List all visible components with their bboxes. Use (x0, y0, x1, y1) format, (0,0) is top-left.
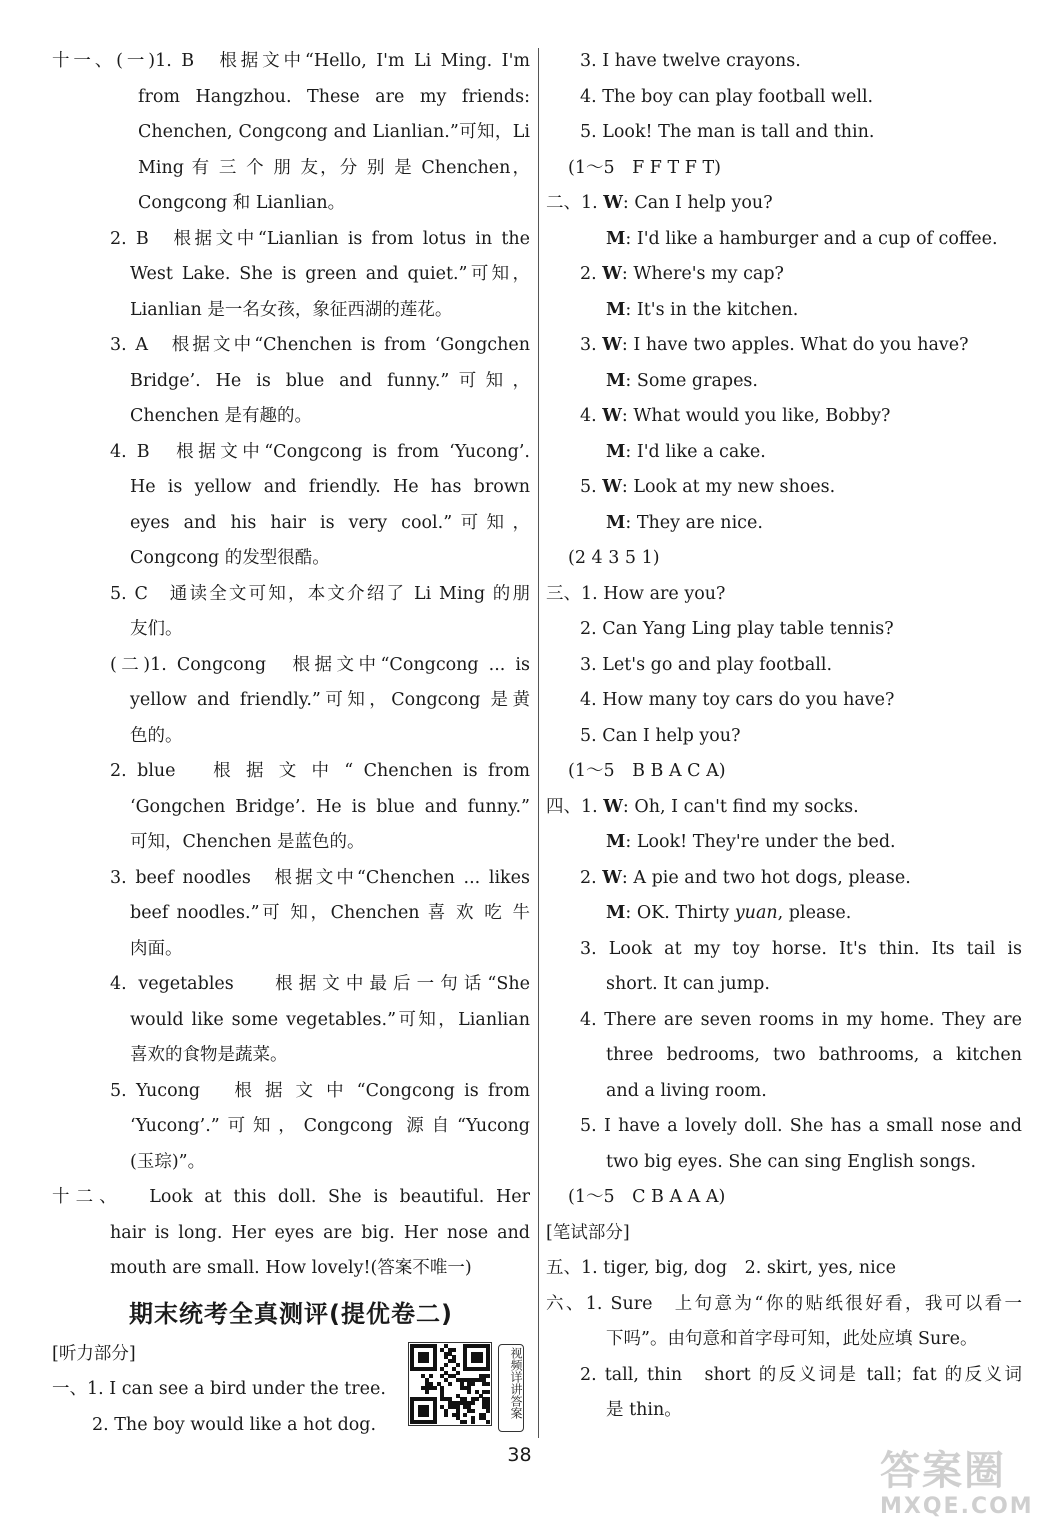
qr-module (433, 1386, 437, 1390)
qr-module (425, 1359, 429, 1363)
qr-module (475, 1397, 479, 1401)
right-line: (1～5 B B A C A) (568, 761, 726, 781)
left-line: 5. Yucong 根 据 文 中 “Congcong is from (110, 1080, 530, 1101)
qr-module (471, 1420, 475, 1424)
right-line: 5. Can I help you? (580, 725, 741, 746)
left_bottom-line: 一、1. I can see a bird under the tree. (52, 1379, 386, 1399)
right-line: M: They are nice. (606, 512, 763, 533)
left-line: (二)1. Congcong 根据文中“Congcong ... is (110, 654, 530, 675)
right-line: M: Look! They're under the bed. (606, 832, 896, 852)
left-line: 肉面。 (130, 938, 183, 959)
watermark-url: MXQE.COM (880, 1494, 1034, 1519)
qr-module (471, 1382, 475, 1386)
right-line: 2. tall, thin short 的反义词是 tall；fat 的反义词 (580, 1364, 1022, 1385)
right-line: M: OK. Thirty yuan, please. (606, 903, 852, 923)
right-line: 二、1. W: Can I help you? (546, 193, 773, 213)
right-line: M: I'd like a hamburger and a cup of coffee. (606, 228, 998, 249)
left_bottom-line: 2. The boy would like a hot dog. (92, 1414, 377, 1435)
qr-module (486, 1374, 490, 1378)
qr-module (471, 1401, 475, 1405)
left-line: 色的。 (130, 725, 183, 746)
left-line: yellow and friendly.”可知，Congcong 是黄 (130, 690, 530, 710)
left-line: 3. A 根据文中“Chenchen is from ‘Gongchen (110, 335, 530, 355)
left-line: from Hangzhou. These are my friends: (138, 86, 530, 107)
right-column (546, 44, 1022, 1429)
left-line: ‘Yucong’.”可知，Congcong 源自“Yucong (130, 1116, 530, 1136)
qr-module (486, 1382, 490, 1386)
left-line: 可知，Chenchen 是蓝色的。 (130, 832, 365, 852)
qr-caption: 视频详讲答案 (498, 1344, 524, 1432)
right-line: M: I'd like a cake. (606, 441, 766, 462)
left-line: 十二、 Look at this doll. She is beautiful. Her (52, 1187, 530, 1207)
right-line: 4. W: What would you like, Bobby? (580, 406, 891, 426)
qr-module (467, 1390, 471, 1394)
right-line: (2 4 3 5 1) (568, 548, 660, 568)
right-line: (1～5 F F T F T) (568, 157, 721, 178)
right-line: 3. Look at my toy horse. It's thin. Its tail is (580, 938, 1022, 959)
left-line: 4. B 根据文中“Congcong is from ‘Yucong’. (110, 441, 530, 462)
qr-module (448, 1382, 452, 1386)
left-line: He is yellow and friendly. He has brown (130, 477, 530, 497)
right-line: 3. Let's go and play football. (580, 654, 833, 675)
right-line: 4. How many toy cars do you have? (580, 690, 895, 710)
qr-module (425, 1390, 429, 1394)
right-line: 2. Can Yang Ling play table tennis? (580, 619, 894, 639)
left-line: Ming 有 三 个 朋 友，分 别 是 Chenchen， (138, 157, 530, 178)
qr-module (479, 1359, 483, 1363)
left-line: Congcong 的发型很酷。 (130, 548, 330, 568)
left-line: 十一、(一)1. B 根据文中“Hello, I'm Li Ming. I'm (52, 51, 530, 71)
watermark-logo: 答案圈 (880, 1448, 1006, 1494)
qr-module (456, 1371, 460, 1375)
right-line: M: Some grapes. (606, 370, 758, 391)
right-line: 是 thin。 (606, 1400, 682, 1420)
section-heading: 期末统考全真测评(提优卷二) (129, 1299, 453, 1328)
qr-module (486, 1409, 490, 1413)
qr-module (463, 1413, 467, 1417)
right-line: 五、1. tiger, big, dog 2. skirt, yes, nice (546, 1258, 896, 1278)
right-line: short. It can jump. (606, 974, 770, 994)
left-line: 3. beef noodles 根据文中“Chenchen ... likes (110, 867, 530, 888)
left-line: Chenchen, Congcong and Lianlian.”可知，Li (138, 122, 530, 142)
qr-module (433, 1420, 437, 1424)
right-line: 3. W: I have two apples. What do you have? (580, 335, 969, 355)
left-line: beef noodles.”可 知，Chenchen 喜 欢 吃 牛 (130, 903, 530, 923)
left-line: West Lake. She is green and quiet.”可知， (130, 264, 530, 284)
right-line: 5. W: Look at my new shoes. (580, 477, 836, 497)
left-line: 喜欢的食物是蔬菜。 (130, 1045, 288, 1065)
left-line: mouth are small. How lovely!(答案不唯一) (110, 1258, 472, 1278)
left-line: 友们。 (130, 619, 183, 639)
left-line: (玉琮)”。 (130, 1151, 206, 1172)
right-line: three bedrooms, two bathrooms, a kitchen (606, 1045, 1022, 1065)
qr-module (452, 1348, 456, 1352)
left-line: would like some vegetables.”可知，Lianlian (130, 1009, 530, 1030)
right-line: 4. There are seven rooms in my home. They are (580, 1009, 1022, 1030)
right-line: (1～5 C B A A A) (568, 1187, 726, 1207)
column-divider (538, 48, 539, 1438)
right-line: 四、1. W: Oh, I can't find my socks. (546, 796, 859, 817)
left-line: 5. C 通读全文可知，本文介绍了 Li Ming 的朋 (110, 583, 530, 604)
qr-module (425, 1413, 429, 1417)
left-line: ‘Gongchen Bridge’. He is blue and funny.” (130, 796, 530, 817)
qr-module (471, 1409, 475, 1413)
qr-module (486, 1390, 490, 1394)
right-line: 4. The boy can play football well. (580, 86, 874, 107)
right-line: two big eyes. She can sing English songs. (606, 1151, 977, 1172)
qr-module (463, 1420, 467, 1424)
qr-module (444, 1363, 448, 1367)
listening-section-label: [听力部分] (52, 1343, 136, 1364)
qr-module (444, 1413, 448, 1417)
left-line: Lianlian 是一名女孩，象征西湖的莲花。 (130, 299, 453, 320)
right-line: and a living room. (606, 1080, 767, 1101)
right-line: 2. W: A pie and two hot dogs, please. (580, 867, 911, 888)
qr-module (486, 1367, 490, 1371)
left-line: eyes and his hair is very cool.”可知， (130, 512, 530, 533)
qr-module (433, 1367, 437, 1371)
left-line: Bridge’. He is blue and funny.”可知， (130, 370, 530, 391)
qr-module (429, 1374, 433, 1378)
right-line: 下吗”。由句意和首字母可知，此处应填 Sure。 (606, 1329, 978, 1349)
left-line: 2. blue 根 据 文 中 “ Chenchen is from (110, 761, 530, 781)
right-line: 5. Look! The man is tall and thin. (580, 122, 875, 142)
right-line: 2. W: Where's my cap? (580, 264, 784, 284)
right-line: 三、1. How are you? (546, 583, 726, 604)
left-line: Chenchen 是有趣的。 (130, 406, 313, 426)
qr-module (486, 1420, 490, 1424)
left-column (52, 44, 530, 1443)
qr-module (456, 1363, 460, 1367)
left-line: hair is long. Her eyes are big. Her nose and (110, 1222, 530, 1243)
page-number: 38 (507, 1444, 532, 1466)
right-line: 六、1. Sure 上句意为“你的贴纸很好看，我可以看一 (546, 1293, 1022, 1314)
right-line: M: It's in the kitchen. (606, 299, 799, 320)
right-line: 3. I have twelve crayons. (580, 51, 801, 71)
left-line: 2. B 根据文中“Lianlian is from lotus in the (110, 228, 530, 249)
qr-code[interactable] (408, 1342, 492, 1426)
right-line: 5. I have a lovely doll. She has a small nose and (580, 1116, 1022, 1136)
watermark (880, 1448, 1034, 1530)
right-line: [笔试部分] (546, 1222, 630, 1243)
left-line: 4. vegetables 根据文中最后一句话“She (110, 974, 530, 994)
left-line: Congcong 和 Lianlian。 (138, 193, 346, 213)
